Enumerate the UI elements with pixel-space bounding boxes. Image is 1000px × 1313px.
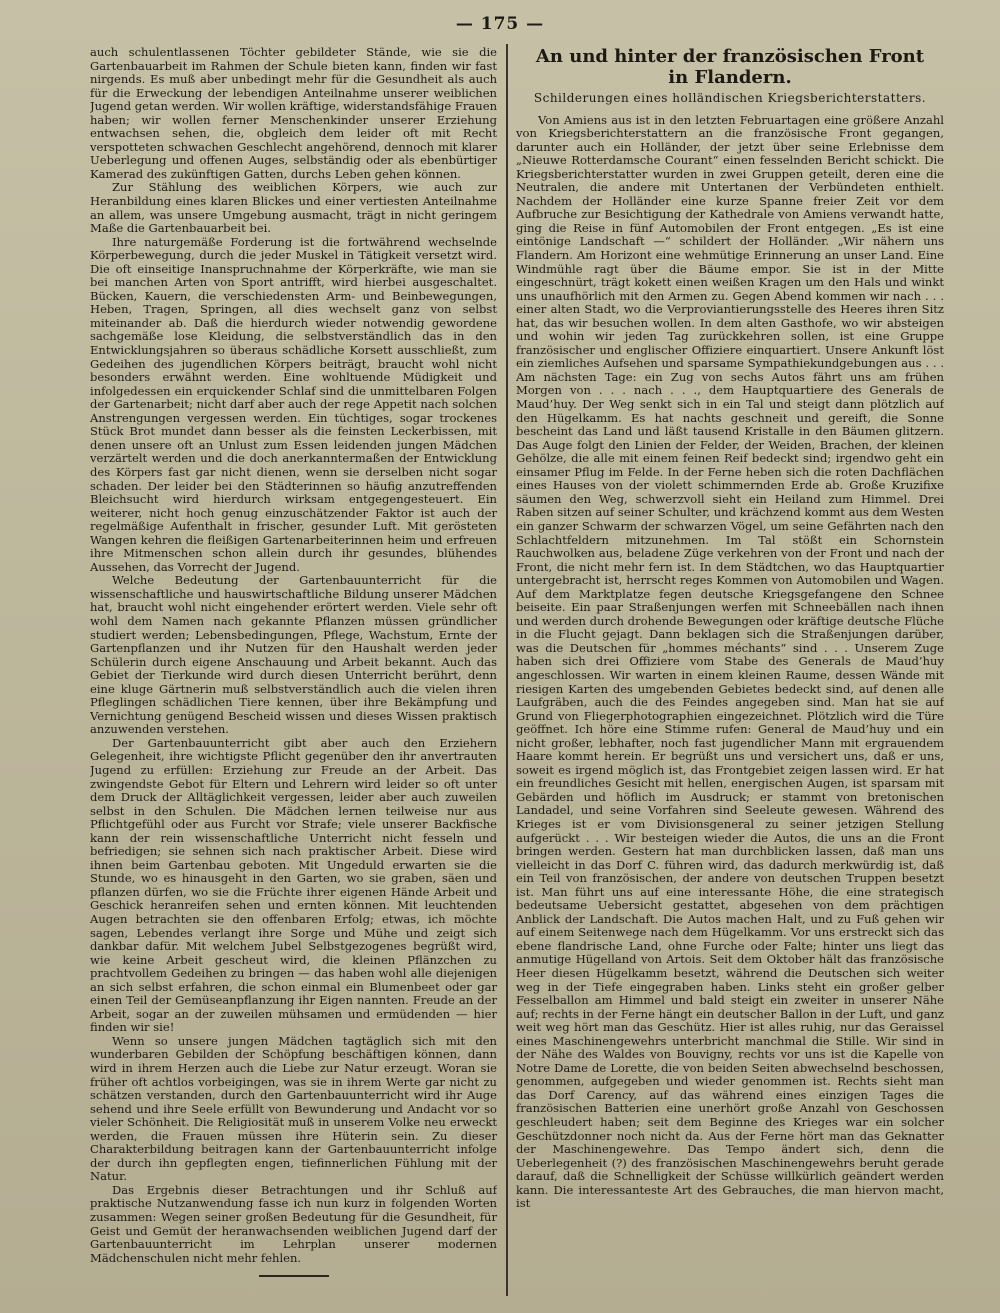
left-paragraph-7: Das Ergebnis dieser Betrachtungen und ihr Schluß auf praktische Nutzanwendung fasse ich nun kurz in folgenden Worten zusammen: Wegen seiner großen Bedeutung für die Gesundheit, für Geist und Gemüt der heranwachsenden weiblichen Jugend darf der Gartenbauunterricht im Lehrplan unserer modernen Mädchenschulen nicht mehr fehlen. <box>90 1182 497 1265</box>
column-divider <box>506 44 508 1296</box>
article-headline-line-2: in Flandern. <box>668 67 792 88</box>
left-paragraph-1: auch schulentlassenen Töchter gebildeter Stände, wie sie die Gartenbauarbeit im Rahmen der Schule bieten kann, finden wir fast nirgends. Es muß aber unbedingt mehr für die Gesundheit als auch für die Erweckung der lebendigen Anteilnahme unserer weiblichen Jugend getan werden. Wir wollen kräftige, widerstandsfähige Frauen haben; wir wollen ferner Menschenkinder unserer Erziehung entwachsen sehen, die, obgleich dem leider oft mit Recht verspotteten schwachen Geschlecht angehörend, dennoch mit klarer Ueberlegung und offenen Auges, selbständig oder als ebenbürtiger Kamerad des zukünftigen Gatten, durchs Leben gehen können. <box>90 46 497 181</box>
right-column <box>516 46 944 1291</box>
left-paragraph-4: Welche Bedeutung der Gartenbauunterricht für die wissenschaftliche und hauswirtschaftliche Bildung unserer Mädchen hat, braucht wohl nicht eingehender erörtert werden. Viele sehr oft wohl dem Namen nach gekannte Pflanzen müssen gründlicher studiert werden; Lebensbedingungen, Pflege, Wachstum, Ernte der Gartenpflanzen und ihr Nutzen für den Haushalt werden jeder Schülerin durch eigene Anschauung und Arbeit bekannt. Auch das Gebiet der Tierkunde wird durch diesen Unterricht berührt, denn eine kluge Gärtnerin muß selbstverständlich auch die vielen ihren Pfleglingen schädlichen Tiere kennen, über ihre Bekämpfung und Vernichtung genügend Bescheid wissen und dieses Wissen praktisch anzuwenden verstehen. <box>90 573 497 737</box>
left-paragraph-3: Ihre naturgemäße Forderung ist die fortwährend wechselnde Körperbewegung, durch die jeder Muskel in Tätigkeit versetzt wird. Die oft einseitige Inanspruchnahme der Körperkräfte, wie man sie bei manchen Arten von Sport antrifft, wird hierbei ausgeschaltet. Bücken, Kauern, die verschiedensten Arm- und Beinbewegungen, Heben, Tragen, Springen, all dies wechselt ganz von selbst miteinander ab. Daß die hierdurch wieder notwendig gewordene sachgemäße lose Kleidung, die selbstverständlich das in den Entwicklungsjahren so überaus schädliche Korsett ausschließt, zum Gedeihen des jugendlichen Körpers beiträgt, braucht wohl nicht besonders erwähnt werden. Eine wohltuende Müdigkeit und infolgedessen ein erquickender Schlaf sind die unmittelbaren Folgen der Gartenarbeit; nicht darf aber auch der rege Appetit nach solchen Anstrengungen vergessen werden. Ein tüchtiges, sogar trockenes Stück Brot mundet dann besser als die feinsten Leckerbissen, mit denen unsere oft an Unlust zum Essen leidenden jungen Mädchen verzärtelt werden und die doch anerkanntermaßen der Entwicklung des Körpers fast gar nicht dienen, wenn sie derselben nicht sogar schaden. Der leider bei den Städterinnen so häufig anzutreffenden Bleichsucht wird hierdurch wirksam entgegengesteuert. Ein weiterer, nicht hoch genug einzuschätzender Faktor ist auch der regelmäßige Aufenthalt in frischer, gesunder Luft. Mit gerösteten Wangen kehren die fleißigen Gartenarbeiterinnen heim und erfreuen ihre Mitmenschen schon allein durch ihr gesundes, blühendes Aussehen, das Vorrecht der Jugend. <box>90 234 497 574</box>
article-subheadline: Schilderungen eines holländischen Kriegsberichterstatters. <box>533 91 927 105</box>
left-column <box>90 46 497 1291</box>
left-paragraph-2: Zur Stählung des weiblichen Körpers, wie auch zur Heranbildung eines klaren Blickes und einer vertiesten Anteilnahme an allem, was unsere Umgebung ausmacht, trägt in nicht geringem Maße die Gartenbauarbeit bei. <box>90 180 497 236</box>
left-paragraph-5: Der Gartenbauunterricht gibt aber auch den Erziehern Gelegenheit, ihre wichtigste Pflicht gegenüber den ihr anvertrauten Jugend zu erfüllen: Erziehung zur Freude an der Arbeit. Das zwingendste Gebot für Eltern und Lehrern wird leider so oft unter dem Druck der Alltäglichkeit vergessen, leider aber auch zuweilen selbst in den Schulen. Die Mädchen lernen teilweise nur aus Pflichtgefühl oder aus Furcht vor Strafe; viele unserer Backfische kann der rein wissenschaftliche Unterricht nicht fesseln und befriedigen; sie sehnen sich nach praktischer Arbeit. Diese wird ihnen beim Gartenbau geboten. Mit Ungeduld erwarten sie die Stunde, wo es hinausgeht in den Garten, wo sie graben, säen und pflanzen dürfen, wo sie die Früchte ihrer eigenen Hände Arbeit und Geschick heranreifen sehen und ernten können. Mit leuchtenden Augen betrachten sie den offenbaren Erfolg; etwas, ich möchte sagen, Lebendes verlangt ihre Sorge und Mühe und zeigt sich dankbar dafür. Mit welchem Jubel Selbstgezogenes begrüßt wird, wie keine Arbeit gescheut wird, die kleinen Pflänzchen zu prachtvollem Gedeihen zu bringen — das haben wohl alle diejenigen an sich selbst erfahren, die schon einmal ein Blumenbeet oder gar einen Teil der Gemüseanpflanzung ihr Eigen nannten. Freude an der Arbeit, sogar an der zuweilen mühsamen und ermüdenden — hier finden wir sie! <box>90 735 497 1035</box>
page-number: — 175 — <box>455 14 545 34</box>
right-paragraph-1: Von Amiens aus ist in den letzten Februartagen eine größere Anzahl von Kriegsberichterstattern an die französische Front gegangen, darunter auch ein Holländer, der jetzt über seine Erlebnisse dem „Nieuwe Rotterdamsche Courant“ einen fesselnden Bericht schickt. Die Kriegsberichterstatter wurden in zwei Gruppen geteilt, deren eine die Neutralen, die andere mit Untertanen der Verbündeten enthielt. Nachdem der Holländer eine kurze Spanne freier Zeit vor dem Aufbruche zur Besichtigung der Kathedrale von Amiens verwandt hatte, ging die Reise in fünf Automobilen der Front entgegen. „Es ist eine eintönige Landschaft —“ schildert der Holländer. „Wir nähern uns Flandern. Am Horizont eine wehmütige Erinnerung an unser Land. Eine Windmühle ragt über die Bäume empor. Sie ist in der Mitte eingeschnürt, trägt kokett einen weißen Kragen um den Hals und winkt uns unaufhörlich mit den Armen zu. Gegen Abend kommen wir nach . . . einer alten Stadt, wo die Verproviantierungsstelle des Heeres ihren Sitz hat, das wir besuchen wollen. In dem alten Gasthofe, wo wir absteigen und wohin wir jeden Tag zurückkehren sollen, ist eine Gruppe französischer und englischer Offiziere einquartiert. Unsere Ankunft löst ein ziemliches Aufsehen und sparsame Sympathiekundgebungen aus . . . Am nächsten Tage: ein Zug von sechs Autos fährt uns am frühen Morgen von . . . nach . . ., dem Hauptquartiere des Generals de Maud’huy. Der Weg senkt sich in ein Tal und steigt dann plötzlich auf den Hügelkamm. Es hat nachts geschneit und gereift, die Sonne bescheint das Land und läßt tausend Kristalle in den Bäumen glitzern. Das Auge folgt den Linien der Felder, der Weiden, Brachen, der kleinen Gehölze, die alle mit einem feinen Reif bedeckt sind; irgendwo geht ein einsamer Pflug im Felde. In der Ferne heben sich die roten Dachflächen eines Hauses von der violett schimmernden Erde ab. Große Kruzifixe säumen den Weg, schwerzvoll sieht ein Heiland zum Himmel. Drei Raben sitzen auf seiner Schulter, und krächzend kommt aus dem Westen ein ganzer Schwarm der schwarzen Vögel, um seine Gefährten nach den Schlachtfeldern mitzunehmen. Im Tal stößt ein Schornstein Rauchwolken aus, beladene Züge verkehren von der Front und nach der Front, die nicht mehr fern ist. In dem Städtchen, wo das Hauptquartier untergebracht ist, herrscht reges Kommen von Automobilen und Wagen. Auf dem Marktplatze fegen deutsche Kriegsgefangene den Schnee beiseite. Ein paar Straßenjungen werfen mit Schneebällen nach ihnen und werden durch drohende Bewegungen oder kräftige deutsche Flüche in die Flucht gejagt. Dann beklagen sich die Straßenjungen darüber, was die Deutschen für „hommes méchants“ sind . . . Unserem Zuge haben sich drei Offiziere vom Stabe des Generals de Maud’huy angeschlossen. Wir warten in einem kleinen Raume, dessen Wände mit riesigen Karten des umgebenden Gebietes bedeckt sind, auf denen alle Laufgräben, auch die des Feindes angegeben sind. Man hat sie auf Grund von Fliegerphotographien eingezeichnet. Plötzlich wird die Türe geöffnet. Ich höre eine Stimme rufen: General de Maud’huy und ein nicht großer, lebhafter, noch fast jugendlicher Mann mit ergrauendem Haare kommt herein. Er begrüßt uns und versichert uns, daß er uns, soweit es irgend möglich ist, das Frontgebiet zeigen lassen wird. Er hat ein freundliches Gesicht mit hellen, energischen Augen, ist sparsam mit Gebärden und höflich im Ausdruck; er stammt von bretonischen Landadel, und seine Vorfahren sind Seeleute gewesen. Während des Krieges ist er vom Divisionsgeneral zu seiner jetzigen Stellung aufgerückt . . . Wir besteigen wieder die Autos, die uns an die Front bringen werden. Gestern hat man durchblicken lassen, daß man uns vielleicht in das Dorf C. führen wird, das dadurch merkwürdig ist, daß ein Teil von französischen, der andere von deutschen Truppen besetzt ist. Man führt uns auf eine interessante Höhe, die eine strategisch bedeutsame Uebersicht gestattet, abgesehen von dem prächtigen Anblick der Landschaft. Die Autos machen Halt, und zu Fuß gehen wir auf einem Seitenwege nach dem Hügelkamm. Vor uns erstreckt sich das ebene flandrische Land, ohne Furche oder Falte; hinter uns liegt das anmutige Hügelland von Artois. Seit dem Oktober hält das französische Heer diesen Hügelkamm besetzt, während die Deutschen sich weiter weg in der Tiefe eingegraben haben. Links steht ein großer gelber Fesselballon am Himmel und bald steigt ein zweiter in unserer Nähe auf; rechts in der Ferne hängt ein deutscher Ballon in der Luft, und ganz weit weg hört man das Geschütz. Hier ist alles ruhig, nur das Geraissel eines Maschinengewehrs unterbricht manchmal die Stille. Wir sind in der Nähe des Waldes von Bouvigny, rechts vor uns ist die Kapelle von Notre Dame de Lorette, die von beiden Seiten abwechselnd beschossen, genommen, aufgegeben und wieder genommen ist. Rechts sieht man das Dorf Carency, auf das während eines einzigen Tages die französischen Batterien eine unerhört große Anzahl von Geschossen geschleudert haben; seit dem Beginne des Krieges war ein solcher Geschützdonner noch nicht da. Aus der Ferne hört man das Geknatter der Maschinengewehre. Das Tempo ändert sich, denn die Ueberlegenheit (?) des französischen Maschinengewehrs beruht gerade darauf, daß die Schnelligkeit der Schüsse willkürlich geändert werden kann. Die interessanteste Art des Gebrauches, die man hiervon macht, ist <box>516 112 944 1211</box>
article-end-rule <box>259 1275 329 1277</box>
left-paragraph-6: Wenn so unsere jungen Mädchen tagtäglich sich mit den wunderbaren Gebilden der Schöpfung beschäftigen können, dann wird in ihrem Herzen auch die Liebe zur Natur erzeugt. Woran sie früher oft achtlos vorbeigingen, was sie in ihrem Werte gar nicht zu schätzen verstanden, durch den Gartenbauunterricht wird ihr Auge sehend und ihre Seele erfüllt von Bewunderung und Andacht vor so vieler Schönheit. Die Religiosität muß in unserem Volke neu erweckt werden, die Frauen müssen ihre Hüterin sein. Zu dieser Charakterbildung beitragen kann der Gartenbauunterricht infolge der durch ihn gepflegten engen, tiefinnerlichen Fühlung mit der Natur. <box>90 1033 497 1184</box>
article-headline-line-1: An und hinter der französischen Front <box>535 46 925 67</box>
